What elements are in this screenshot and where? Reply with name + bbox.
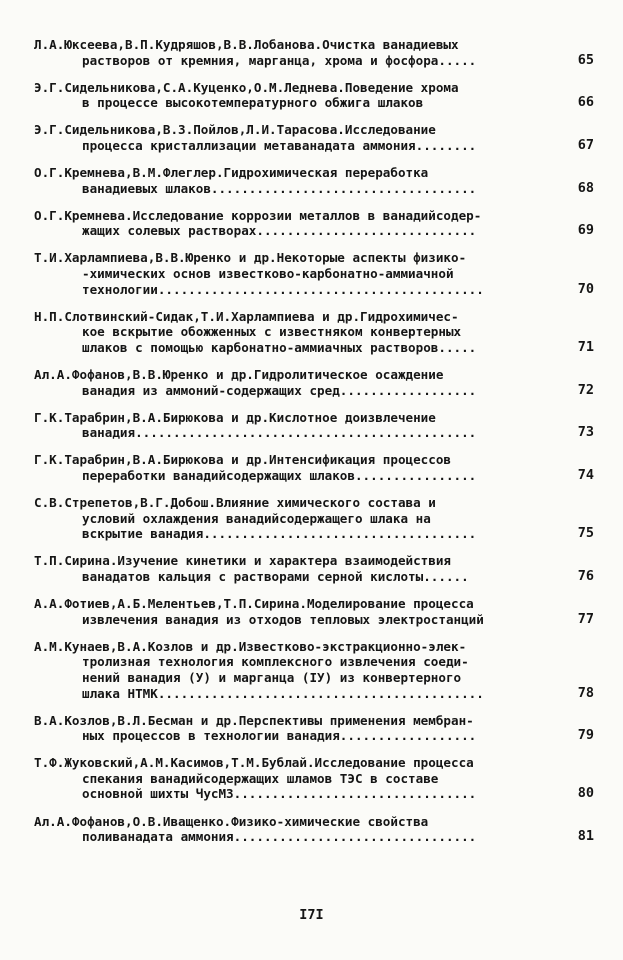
toc-entry bbox=[34, 495, 594, 542]
toc-entry-text bbox=[34, 713, 546, 744]
toc-entry-line: кое вскрытие обожженных с известняком конвертерных bbox=[82, 324, 462, 340]
toc-entry-text bbox=[34, 367, 546, 398]
toc-entry-line: Ал.А.Фофанов,В.В.Юренко и др.Гидролитическое осаждение bbox=[34, 367, 444, 382]
toc-entry bbox=[34, 814, 594, 845]
toc-entry-text bbox=[34, 37, 546, 68]
toc-entry-text bbox=[34, 553, 546, 584]
toc-entry-line: Т.П.Сирина.Изучение кинетики и характера взаимодействия bbox=[34, 553, 452, 569]
toc-entry-line: С.В.Стрепетов,В.Г.Добош.Влияние химического состава и bbox=[34, 495, 436, 511]
toc-entry-line: шлаков с помощью карбонатно-аммиачных растворов..... bbox=[82, 339, 477, 355]
toc-entry-line: нений ванадия (У) и марганца (IУ) из конвертерного bbox=[82, 669, 462, 685]
toc-entry-line: жащих солевых растворах............................. bbox=[82, 223, 477, 239]
toc-entry bbox=[34, 250, 594, 297]
toc-entry bbox=[34, 639, 594, 701]
toc-entry-line: В.А.Козлов,В.Л.Бесман и др.Перспективы применения мембран- bbox=[34, 712, 474, 728]
toc-entry-page-number: 69 bbox=[577, 222, 594, 239]
toc-entry-line: извлечения ванадия из отходов тепловых электростанций bbox=[82, 611, 484, 627]
toc-entry bbox=[34, 80, 594, 111]
toc-entry-page-number: 77 bbox=[577, 610, 594, 627]
toc-entry bbox=[34, 553, 594, 584]
toc-entry-page-number: 76 bbox=[577, 567, 594, 584]
toc-entry-line: ванадия из аммоний-содержащих сред.................. bbox=[82, 382, 477, 398]
toc-entry bbox=[34, 367, 594, 398]
toc-entry-line: спекания ванадийсодержащих шламов ТЭС в составе bbox=[82, 770, 439, 786]
toc-entry-text bbox=[34, 755, 546, 802]
toc-entry-page-number: 73 bbox=[577, 424, 594, 441]
toc-entry-line: растворов от кремния, марганца, хрома и фосфора..... bbox=[82, 52, 477, 68]
page-number-footer: I7I bbox=[299, 907, 324, 923]
toc-entry bbox=[34, 37, 594, 68]
toc-entry bbox=[34, 122, 594, 153]
toc-entry-text bbox=[34, 165, 546, 196]
toc-entry-line: ванадиевых шлаков................................... bbox=[82, 180, 477, 196]
toc-entry-text bbox=[34, 208, 546, 239]
toc-entry-page-number: 79 bbox=[577, 727, 594, 744]
toc-entry-line: поливанадата аммония................................ bbox=[82, 829, 477, 845]
toc-entry-page-number: 74 bbox=[577, 466, 594, 483]
toc-entry-text bbox=[34, 309, 546, 356]
toc-entry-line: условий охлаждения ванадийсодержащего шлака на bbox=[82, 510, 431, 526]
toc-entry bbox=[34, 208, 594, 239]
toc-entry-text bbox=[34, 410, 546, 441]
toc-entry bbox=[34, 755, 594, 802]
toc-entry-text bbox=[34, 452, 546, 483]
toc-entry-line: Ал.А.Фофанов,О.В.Иващенко.Физико-химические свойства bbox=[34, 813, 429, 829]
toc-entry-line: Т.И.Харлампиева,В.В.Юренко и др.Некоторые аспекты физико- bbox=[34, 250, 467, 266]
toc-entry-page-number: 75 bbox=[577, 525, 594, 542]
toc-entry-line: Г.К.Тарабрин,В.А.Бирюкова и др.Кислотное доизвлечение bbox=[34, 409, 436, 425]
toc-entry-line: шлака НТМК........................................... bbox=[82, 685, 484, 701]
toc-entry-line: тролизная технология комплексного извлечения соеди- bbox=[82, 654, 469, 670]
toc-entry-text bbox=[34, 596, 546, 627]
toc-entry-line: А.А.Фотиев,А.Б.Мелентьев,Т.П.Сирина.Моделирование процесса bbox=[34, 596, 474, 612]
toc-entry-line: Г.К.Тарабрин,В.А.Бирюкова и др.Интенсификация процессов bbox=[34, 452, 452, 468]
toc-entry-line: процесса кристаллизации метаванадата аммония........ bbox=[82, 137, 477, 153]
toc-entry-page-number: 67 bbox=[577, 136, 594, 153]
table-of-contents bbox=[34, 37, 594, 856]
toc-entry-line: О.Г.Кремнева.Исследование коррозии металлов в ванадийсодер- bbox=[34, 207, 482, 223]
toc-entry bbox=[34, 410, 594, 441]
toc-entry-line: в процессе высокотемпературного обжига шлаков bbox=[82, 95, 424, 111]
toc-entry bbox=[34, 452, 594, 483]
toc-entry bbox=[34, 165, 594, 196]
toc-entry-text bbox=[34, 250, 546, 297]
toc-entry-line: технологии........................................... bbox=[82, 281, 484, 297]
toc-entry bbox=[34, 713, 594, 744]
toc-entry-page-number: 66 bbox=[577, 94, 594, 111]
toc-entry-text bbox=[34, 495, 546, 542]
toc-entry-page-number: 68 bbox=[577, 179, 594, 196]
toc-entry-line: ванадатов кальция с растворами серной кислоты...... bbox=[82, 568, 469, 584]
toc-entry-line: Э.Г.Сидельникова,В.З.Пойлов,Л.И.Тарасова.Исследование bbox=[34, 122, 436, 138]
toc-entry-page-number: 70 bbox=[577, 280, 594, 297]
toc-entry-line: Н.П.Слотвинский-Сидак,Т.И.Харлампиева и др.Гидрохимичес- bbox=[34, 308, 459, 324]
toc-entry-line: -химических основ известково-карбонатно-аммиачной bbox=[82, 266, 454, 282]
toc-entry-line: Э.Г.Сидельникова,С.А.Куценко,О.М.Леднева.Поведение хрома bbox=[34, 79, 459, 95]
toc-entry-page-number: 80 bbox=[577, 785, 594, 802]
toc-entry-page-number: 65 bbox=[577, 51, 594, 68]
toc-entry-line: А.М.Кунаев,В.А.Козлов и др.Известково-экстракционно-элек- bbox=[34, 638, 467, 654]
toc-entry-page-number: 78 bbox=[577, 684, 594, 701]
toc-entry-line: Л.А.Юксеева,В.П.Кудряшов,В.В.Лобанова.Очистка ванадиевых bbox=[34, 37, 459, 52]
toc-entry-page-number: 71 bbox=[577, 338, 594, 355]
toc-entry-line: переработки ванадийсодержащих шлаков................ bbox=[82, 467, 477, 483]
toc-entry-text bbox=[34, 814, 546, 845]
toc-entry-line: Т.Ф.Жуковский,А.М.Касимов,Т.М.Бублай.Исследование процесса bbox=[34, 755, 474, 771]
toc-entry-line: О.Г.Кремнева,В.М.Флеглер.Гидрохимическая переработка bbox=[34, 165, 429, 181]
toc-entry-line: вскрытие ванадия.................................... bbox=[82, 526, 477, 542]
toc-entry-page-number: 72 bbox=[577, 381, 594, 398]
toc-entry-line: ных процессов в технологии ванадия.................. bbox=[82, 728, 477, 744]
toc-entry bbox=[34, 596, 594, 627]
toc-entry-text bbox=[34, 80, 546, 111]
toc-entry-line: основной шихты ЧусМЗ................................ bbox=[82, 786, 477, 802]
toc-entry-text bbox=[34, 639, 546, 701]
toc-entry-text bbox=[34, 122, 546, 153]
toc-entry bbox=[34, 309, 594, 356]
toc-entry-line: ванадия............................................. bbox=[82, 425, 477, 441]
toc-entry-page-number: 81 bbox=[577, 828, 594, 845]
